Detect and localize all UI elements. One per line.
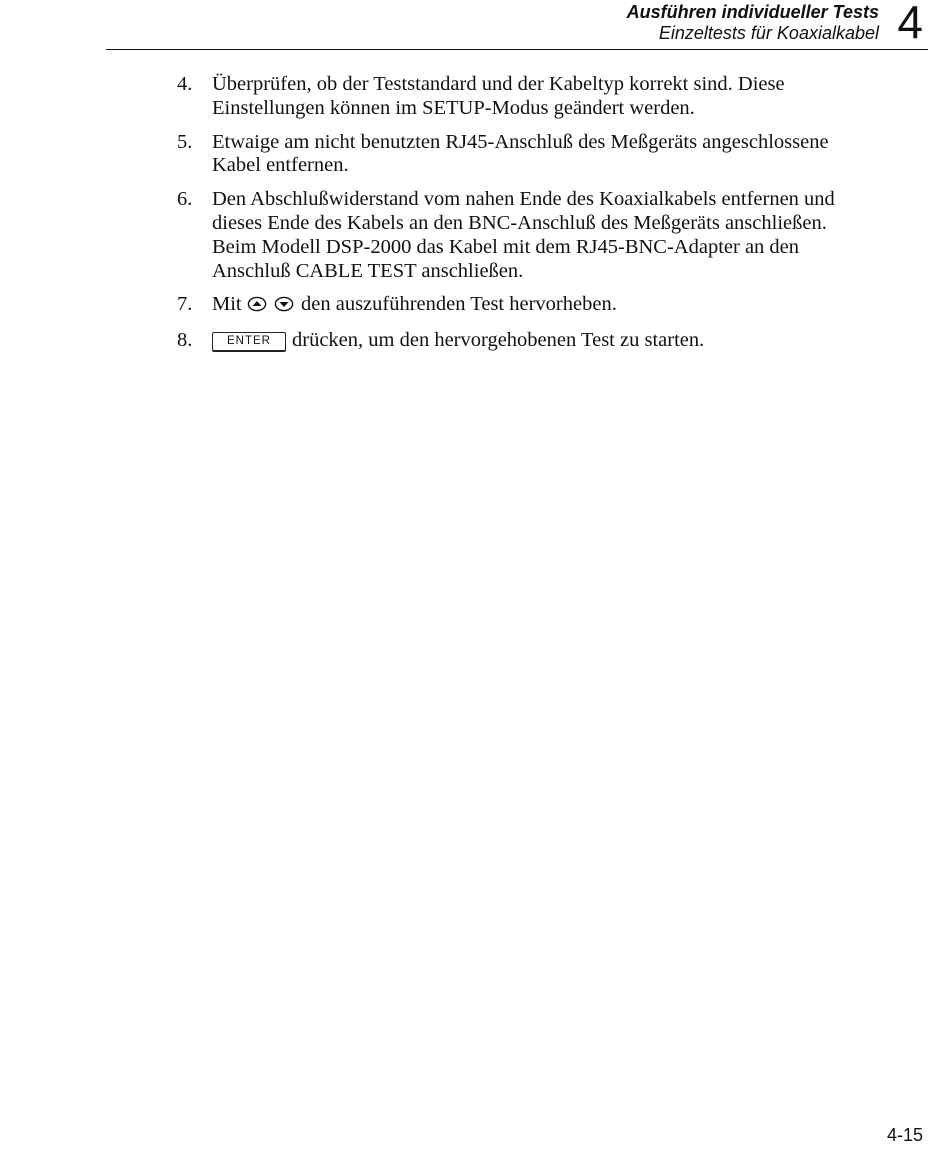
step-number: 8.: [177, 329, 193, 352]
step-7: [177, 293, 877, 319]
step-line: Beim Modell DSP-2000 das Kabel mit dem RJ45-BNC-Adapter an den: [212, 235, 800, 258]
page-header: [0, 0, 950, 52]
page-number: 4-15: [886, 1125, 923, 1145]
subsection-title: Einzeltests für Koaxialkabel: [658, 23, 879, 43]
step-number: 7.: [177, 293, 193, 316]
instruction-list: [177, 73, 877, 363]
step-6: [177, 188, 877, 283]
step-line: Anschluß CABLE TEST anschließen.: [212, 259, 524, 282]
step-number: 4.: [177, 73, 193, 95]
step-4: [177, 73, 877, 121]
step-5: [177, 131, 877, 179]
step-line: Überprüfen, ob der Teststandard und der Kabeltyp korrekt sind. Diese: [212, 73, 785, 95]
step-line: Kabel entfernen.: [212, 154, 349, 177]
step-8: [177, 329, 877, 353]
step-text: [212, 73, 877, 121]
step-line: Einstellungen können im SETUP-Modus geändert werden.: [212, 96, 695, 119]
step-line: [212, 293, 877, 319]
enter-key-icon: ENTER: [212, 332, 286, 351]
step-number: 6.: [177, 188, 193, 211]
step-line: [212, 329, 877, 353]
down-arrow-key-icon: [274, 295, 294, 319]
step-line: dieses Ende des Kabels an den BNC-Anschluß des Meßgeräts anschließen.: [212, 211, 827, 234]
chapter-number: 4: [897, 0, 923, 48]
step-suffix: den auszuführenden Test hervorheben.: [301, 293, 617, 316]
header-divider: [106, 49, 928, 50]
step-text: [212, 188, 877, 283]
step-text: [212, 329, 877, 353]
step-line: Den Abschlußwiderstand vom nahen Ende des Koaxialkabels entfernen und: [212, 188, 835, 211]
step-prefix: Mit: [212, 293, 242, 316]
step-suffix: drücken, um den hervorgehobenen Test zu starten.: [292, 329, 705, 352]
step-text: [212, 293, 877, 319]
step-text: [212, 131, 877, 179]
step-line: Etwaige am nicht benutzten RJ45-Anschluß des Meßgeräts angeschlossene: [212, 130, 829, 153]
header-titles: [627, 2, 879, 44]
section-title: Ausführen individueller Tests: [626, 2, 879, 22]
up-arrow-key-icon: [247, 295, 267, 319]
step-number: 5.: [177, 130, 193, 153]
